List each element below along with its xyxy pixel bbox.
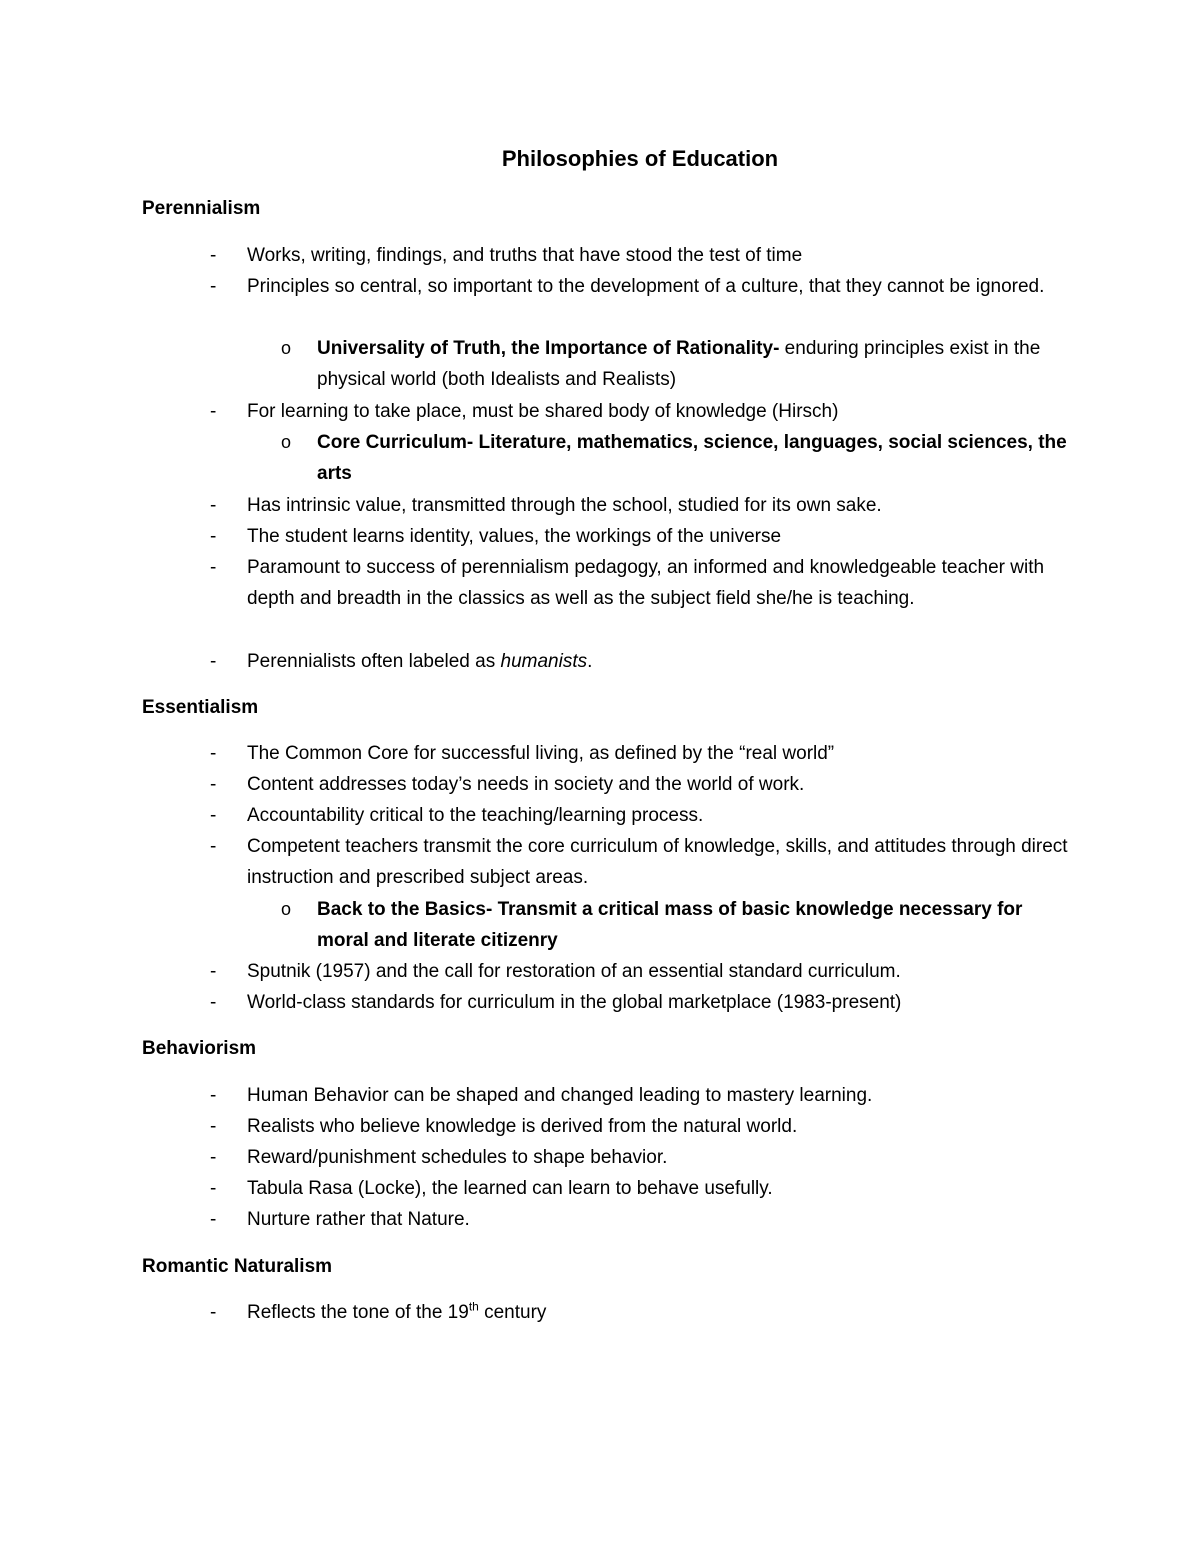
- list-item-text: The student learns identity, values, the workings of the universe: [247, 526, 782, 547]
- list-item: [210, 800, 1077, 831]
- list-item-text: Reflects the tone of the 19: [247, 1302, 469, 1323]
- bullet-marker: -: [210, 961, 217, 982]
- list-item: [210, 831, 1077, 893]
- sub-item-bold-text: Core Curriculum- Literature, mathematics, science, languages, social sciences, the arts: [317, 432, 1067, 484]
- list-item-text: Paramount to success of perennialism pedagogy, an informed and knowledgeable teacher with depth and breadth in the classics as well as the subject field she/he is teaching.: [247, 557, 1045, 609]
- list-item-text-end: century: [478, 1302, 547, 1323]
- sub-item-bold-text: Back to the Basics- Transmit a critical mass of basic knowledge necessary for moral and literate citizenry: [317, 899, 1023, 951]
- list-item-text: Principles so central, so important to the development of a culture, that they cannot be ignored.: [247, 276, 1045, 297]
- list-item: [210, 1297, 1077, 1328]
- list-item-text: Sputnik (1957) and the call for restoration of an essential standard curriculum.: [247, 961, 901, 982]
- list-item: [210, 987, 1077, 1018]
- list-item-text: Nurture rather that Nature.: [247, 1209, 470, 1230]
- bullet-marker: -: [210, 1085, 217, 1106]
- bullet-marker: -: [210, 1116, 217, 1137]
- list-item-text: Has intrinsic value, transmitted through the school, studied for its own sake.: [247, 495, 882, 516]
- bullet-marker: -: [210, 1302, 217, 1323]
- section-heading-perennialism: Perennialism: [142, 198, 261, 219]
- list-item: [210, 1204, 1077, 1235]
- bullet-marker: -: [210, 1178, 217, 1199]
- list-item-text: Human Behavior can be shaped and changed leading to mastery learning.: [247, 1085, 873, 1106]
- list-item-text: Reward/punishment schedules to shape behavior.: [247, 1147, 668, 1168]
- list-item: [210, 956, 1077, 987]
- bullet-marker: -: [210, 401, 217, 422]
- list-item-text: Perennialists often labeled as: [247, 651, 501, 672]
- list-item: [210, 396, 1077, 427]
- sub-item-bold-text: Universality of Truth, the Importance of Rationality-: [317, 338, 780, 359]
- bullet-marker: -: [210, 836, 217, 857]
- list-item-text: Content addresses today’s needs in society and the world of work.: [247, 774, 805, 795]
- list-item: [210, 490, 1077, 521]
- bullet-marker: -: [210, 1147, 217, 1168]
- sub-bullet-marker: o: [281, 338, 292, 358]
- sub-bullet-marker: o: [281, 432, 292, 452]
- list-item-text: Realists who believe knowledge is derived from the natural world.: [247, 1116, 798, 1137]
- sub-list-item: [281, 427, 1077, 489]
- sub-list-item: [281, 333, 1077, 395]
- bullet-marker: -: [210, 1209, 217, 1230]
- bullet-marker: -: [210, 805, 217, 826]
- section-heading-behaviorism: Behaviorism: [142, 1038, 257, 1059]
- list-item-text: Works, writing, findings, and truths that have stood the test of time: [247, 245, 803, 266]
- section-heading-essentialism: Essentialism: [142, 697, 259, 718]
- list-item-text: Tabula Rasa (Locke), the learned can learn to behave usefully.: [247, 1178, 773, 1199]
- bullet-marker: -: [210, 774, 217, 795]
- list-item-text: Competent teachers transmit the core curriculum of knowledge, skills, and attitudes through direct instruction and prescribed subject areas.: [247, 836, 1068, 888]
- bullet-marker: -: [210, 557, 217, 578]
- list-item: [210, 1080, 1077, 1111]
- list-item-text: The Common Core for successful living, as defined by the “real world”: [247, 743, 835, 764]
- page-title: Philosophies of Education: [501, 146, 779, 171]
- sub-bullet-marker: o: [281, 899, 292, 919]
- list-item: [210, 769, 1077, 800]
- list-item-text: Accountability critical to the teaching/learning process.: [247, 805, 704, 826]
- bullet-marker: -: [210, 276, 217, 297]
- list-item: [210, 646, 1077, 677]
- list-item-text-end: .: [587, 651, 593, 672]
- list-item: [210, 738, 1077, 769]
- list-item-text: World-class standards for curriculum in the global marketplace (1983-present): [247, 992, 902, 1013]
- sub-item-text: enduring principles exist in the physical world (both Idealists and Realists): [317, 338, 1041, 390]
- emphasis-text: humanists: [500, 651, 588, 672]
- list-item: [210, 1142, 1077, 1173]
- list-item: [210, 240, 1077, 271]
- list-item-text: For learning to take place, must be shared body of knowledge (Hirsch): [247, 401, 839, 422]
- list-item: [210, 1111, 1077, 1142]
- bullet-marker: -: [210, 743, 217, 764]
- bullet-marker: -: [210, 992, 217, 1013]
- list-item: [210, 552, 1077, 614]
- sub-list-item: [281, 894, 1077, 956]
- bullet-marker: -: [210, 245, 217, 266]
- list-item: [210, 521, 1077, 552]
- bullet-marker: -: [210, 495, 217, 516]
- bullet-marker: -: [210, 651, 217, 672]
- list-item: [210, 271, 1077, 302]
- superscript-text: th: [468, 1299, 479, 1314]
- list-item: [210, 1173, 1077, 1204]
- section-heading-romantic-naturalism: Romantic Naturalism: [142, 1256, 333, 1277]
- bullet-marker: -: [210, 526, 217, 547]
